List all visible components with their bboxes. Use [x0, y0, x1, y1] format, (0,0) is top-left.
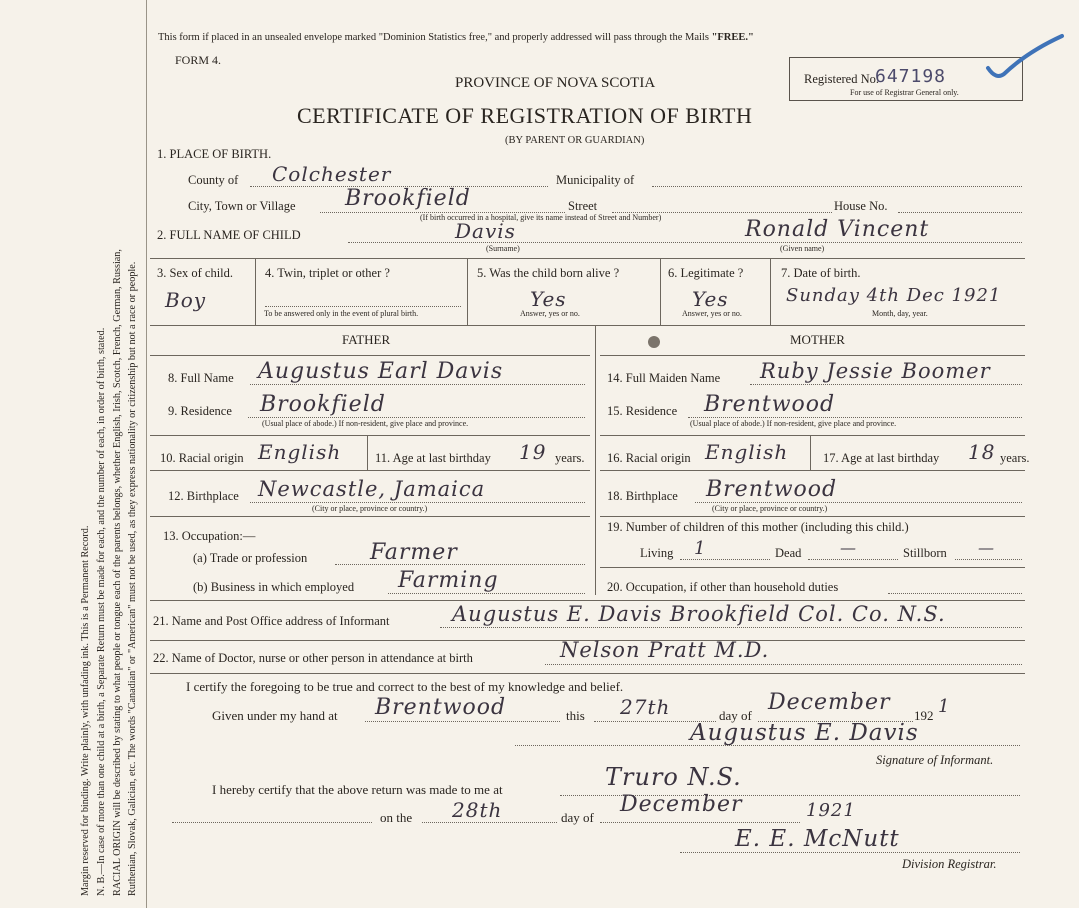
dob-value: Sunday 4th Dec 1921 [786, 285, 1002, 306]
given-month-value: December [768, 690, 891, 715]
parents-divider [595, 325, 596, 595]
informant-line [440, 627, 1022, 628]
rule-top-boxes [150, 258, 1025, 259]
father-name-label: 8. Full Name [168, 371, 234, 385]
check-mark-icon [982, 30, 1067, 85]
child-surname: Davis [455, 219, 516, 243]
mail-note: This form if placed in an unsealed envelope marked "Dominion Statistics free," and properly addressed will pass through the Mails "FREE." [158, 32, 754, 43]
mother-rule-5 [600, 567, 1025, 568]
father-years-label: years. [555, 451, 585, 465]
division-registrar-label: Division Registrar. [902, 857, 997, 871]
box-divider-1 [255, 258, 256, 325]
mother-birthplace-label: 18. Birthplace [607, 489, 678, 503]
punch-hole [648, 336, 660, 348]
legitimate-note: Answer, yes or no. [682, 309, 742, 318]
dead-value: — [840, 538, 857, 557]
given-year-suffix: 1 [938, 696, 951, 717]
county-value: Colchester [272, 162, 392, 186]
registered-number: 647198 [875, 66, 947, 87]
father-trade-label: (a) Trade or profession [193, 551, 308, 565]
father-residence-line [248, 417, 585, 418]
father-birthplace-value: Newcastle, Jamaica [258, 477, 486, 501]
child-name-label: 2. FULL NAME OF CHILD [157, 228, 301, 242]
mother-residence-note: (Usual place of abode.) If non-resident, give place and province. [690, 419, 897, 428]
place-of-birth-label: 1. PLACE OF BIRTH. [157, 147, 272, 161]
mother-rule-3 [600, 470, 1025, 471]
father-rule-3 [150, 470, 590, 471]
mother-birthplace-line [695, 502, 1022, 503]
registrar-note: For use of Registrar General only. [850, 88, 959, 97]
registered-label: Registered No. [804, 72, 879, 86]
mother-racial-value: English [705, 440, 789, 464]
certify-statement: I certify the foregoing to be true and correct to the best of my knowledge and belief. [186, 679, 624, 694]
rule-bottom-boxes [150, 325, 1025, 326]
father-racial-label: 10. Racial origin [160, 451, 244, 465]
mother-occupation-line [888, 593, 1022, 594]
this-label: this [566, 708, 585, 723]
mother-occupation-label: 20. Occupation, if other than household duties [607, 580, 839, 594]
father-birthplace-note: (City or place, province or country.) [312, 504, 428, 513]
dob-label: 7. Date of birth. [781, 266, 861, 280]
given-place-value: Brentwood [375, 695, 507, 720]
born-alive-value: Yes [530, 287, 567, 311]
father-rule-4 [150, 516, 590, 517]
doctor-line [545, 664, 1022, 665]
mother-racial-label: 16. Racial origin [607, 451, 691, 465]
certificate-subtitle: (BY PARENT OR GUARDIAN) [505, 135, 645, 146]
given-day-value: 27th [620, 695, 671, 719]
mother-name-value: Ruby Jessie Boomer [760, 359, 991, 383]
box-divider-4 [770, 258, 771, 325]
given-place-line [365, 721, 560, 722]
city-value: Brookfield [345, 186, 471, 211]
informant-signature: Augustus E. Davis [690, 720, 919, 746]
legitimate-label: 6. Legitimate ? [668, 266, 744, 280]
stillborn-value: — [978, 538, 995, 557]
twin-line [265, 306, 461, 307]
born-alive-note: Answer, yes or no. [520, 309, 580, 318]
registrar-day-value: 28th [452, 798, 503, 822]
father-residence-note: (Usual place of abode.) If non-resident, give place and province. [262, 419, 469, 428]
mother-residence-value: Brentwood [704, 392, 836, 417]
margin-note-4: Ruthenian, Slovak, Galician, etc. The words "Canadian" or "American" must not be used, as they express nationality or citizenship but not a race or people. [127, 261, 138, 896]
street-label: Street [568, 199, 598, 213]
mother-residence-label: 15. Residence [607, 404, 678, 418]
sex-value: Boy [165, 288, 207, 312]
margin-divider [146, 0, 147, 908]
province-heading: PROVINCE OF NOVA SCOTIA [455, 75, 656, 91]
mother-years-label: years. [1000, 451, 1030, 465]
father-business-line [388, 593, 585, 594]
father-age-value: 19 [519, 440, 547, 464]
mother-birthplace-value: Brentwood [706, 477, 838, 502]
registrar-signature-line [680, 852, 1020, 853]
mother-name-label: 14. Full Maiden Name [607, 371, 721, 385]
father-residence-value: Brookfield [260, 392, 386, 417]
dead-line [808, 559, 898, 560]
hospital-note: (If birth occurred in a hospital, give its name instead of Street and Number) [420, 213, 662, 222]
margin-note-2: N. B.—In case of more than one child at a birth, a Separate Return must be made for each, and the number of each, in order of birth, stated. [96, 327, 107, 896]
informant-label: 21. Name and Post Office address of Informant [153, 614, 390, 628]
given-under-label: Given under my hand at [212, 708, 338, 723]
registrar-month-value: December [620, 792, 743, 817]
mother-age-value: 18 [968, 440, 996, 464]
living-line [680, 559, 770, 560]
living-value: 1 [694, 538, 707, 559]
registrar-month-line [600, 822, 800, 823]
city-label: City, Town or Village [188, 199, 296, 213]
doctor-value: Nelson Pratt M.D. [560, 638, 770, 662]
registrar-day-line [422, 822, 557, 823]
certificate-title: CERTIFICATE OF REGISTRATION OF BIRTH [297, 103, 753, 128]
living-label: Living [640, 546, 674, 560]
twin-label: 4. Twin, triplet or other ? [265, 266, 390, 280]
municipality-line [652, 186, 1022, 187]
registrar-statement: I hereby certify that the above return was made to me at [212, 782, 503, 797]
municipality-label: Municipality of [556, 173, 635, 187]
registrar-lead-line [172, 822, 372, 823]
father-rule-2 [150, 435, 590, 436]
sex-label: 3. Sex of child. [157, 266, 234, 280]
form-number: FORM 4. [175, 53, 222, 67]
stillborn-line [955, 559, 1022, 560]
mother-age-label: 17. Age at last birthday [823, 451, 940, 465]
child-given-name: Ronald Vincent [745, 217, 930, 242]
father-occupation-label: 13. Occupation:— [163, 529, 256, 543]
mother-racial-divider [810, 435, 811, 470]
mother-heading: MOTHER [790, 332, 845, 347]
father-name-value: Augustus Earl Davis [258, 359, 504, 384]
doctor-label: 22. Name of Doctor, nurse or other person in attendance at birth [153, 651, 473, 665]
registrar-place-value: Truro N.S. [605, 763, 742, 791]
child-name-line [348, 242, 1022, 243]
box-divider-3 [660, 258, 661, 325]
father-birthplace-line [250, 502, 585, 503]
surname-caption: (Surname) [486, 244, 520, 253]
margin-note-1: Margin reserved for binding. Write plainly, with unfading ink. This is a Permanent Record. [80, 525, 91, 896]
father-racial-divider [367, 435, 368, 470]
mother-rule-1 [600, 355, 1025, 356]
mother-rule-2 [600, 435, 1025, 436]
father-name-line [250, 384, 585, 385]
children-count-label: 19. Number of children of this mother (including this child.) [607, 520, 909, 534]
registrar-year-value: 1921 [806, 800, 856, 821]
house-no-label: House No. [834, 199, 888, 213]
dead-label: Dead [775, 546, 802, 560]
father-racial-value: English [258, 440, 342, 464]
house-no-line [898, 212, 1022, 213]
informant-value: Augustus E. Davis Brookfield Col. Co. N.S. [452, 602, 946, 626]
on-the-label: on the [380, 810, 413, 825]
father-heading: FATHER [342, 332, 391, 347]
born-alive-label: 5. Was the child born alive ? [477, 266, 620, 280]
father-age-label: 11. Age at last birthday [375, 451, 491, 465]
county-label: County of [188, 173, 239, 187]
mother-name-line [750, 384, 1022, 385]
stillborn-label: Stillborn [903, 546, 947, 560]
margin-note-3: RACIAL ORIGIN will be described by stating to what people or tongue each of the parents belongs, whether English, Irish, Scotch, French, German, Russian, [112, 249, 123, 896]
father-birthplace-label: 12. Birthplace [168, 489, 239, 503]
mother-birthplace-note: (City or place, province or country.) [712, 504, 828, 513]
registrar-dayof-label: day of [561, 810, 594, 825]
box-divider-2 [467, 258, 468, 325]
twin-note: To be answered only in the event of plural birth. [264, 309, 419, 318]
given-name-caption: (Given name) [780, 244, 825, 253]
rule-informant-top [150, 600, 1025, 601]
father-business-value: Farming [398, 568, 499, 593]
registrar-signature: E. E. McNutt [735, 826, 900, 852]
father-trade-value: Farmer [370, 540, 458, 565]
father-business-label: (b) Business in which employed [193, 580, 355, 594]
mother-residence-line [688, 417, 1022, 418]
rule-doctor-bottom [150, 673, 1025, 674]
father-residence-label: 9. Residence [168, 404, 232, 418]
dob-note: Month, day, year. [872, 309, 928, 318]
father-rule-1 [150, 355, 590, 356]
given-year-prefix: 192 [914, 708, 934, 723]
informant-signature-label: Signature of Informant. [876, 753, 994, 767]
legitimate-value: Yes [692, 287, 729, 311]
binding-margin [0, 0, 145, 908]
day-of-label: day of [719, 708, 752, 723]
mother-rule-4 [600, 516, 1025, 517]
